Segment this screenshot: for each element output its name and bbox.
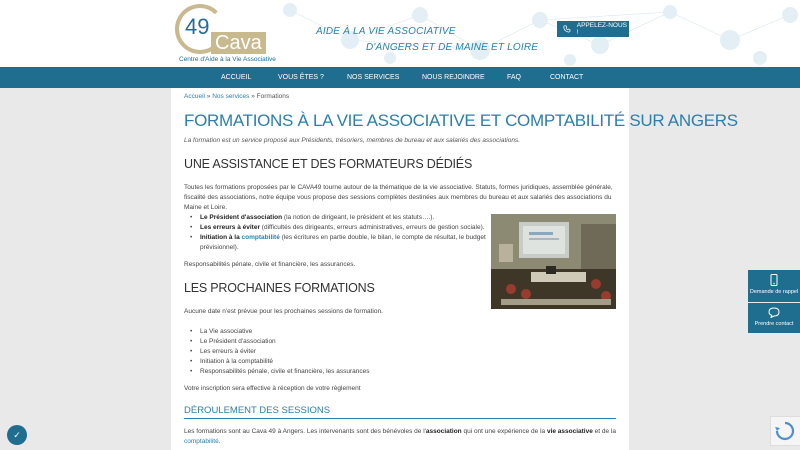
no-date-text: Aucune date n'est prévue pour les prochaines sessions de formation. <box>184 308 383 315</box>
list-item: • Initiation à la comptabilité <box>200 357 369 367</box>
main-nav <box>0 67 800 88</box>
section-title-assistance: UNE ASSISTANCE ET DES FORMATEURS DÉDIÉS <box>184 157 473 171</box>
list-item: • La Vie associative <box>200 327 369 337</box>
list-item <box>200 213 490 223</box>
breadcrumb <box>184 93 289 100</box>
list-item <box>200 233 490 253</box>
breadcrumb-services[interactable]: Nos services <box>212 93 250 100</box>
tagline-line-2: D'ANGERS ET DE MAINE ET LOIRE <box>366 42 539 53</box>
recaptcha-icon <box>771 417 799 445</box>
formation-topics-list <box>200 213 490 253</box>
sessions-comptabilite-link[interactable]: comptabilité <box>184 438 219 445</box>
page-intro: La formation est un service proposé aux Présidents, trésoriers, membres de bureau et aux salariés des associations. <box>184 137 521 144</box>
nav-item-nous-rejoindre[interactable]: NOUS REJOINDRE <box>422 74 485 81</box>
training-room-photo <box>491 214 616 309</box>
breadcrumb-current: Formations <box>256 93 290 100</box>
nav-item-contact[interactable]: CONTACT <box>550 74 584 81</box>
list-item: • Responsabilités pénale, civile et financière, les assurances <box>200 367 369 377</box>
nav-item-vous-etes[interactable]: VOUS ÊTES ? <box>278 74 324 81</box>
breadcrumb-home[interactable]: Accueil <box>184 93 205 100</box>
responsabilites-text: Responsabilités pénale, civile et financière, les assurances. <box>184 261 356 268</box>
contact-label: Prendre contact <box>754 321 794 327</box>
upcoming-formations-list <box>200 327 369 377</box>
sessions-text <box>184 427 618 447</box>
sessions-bold-vie-associative: vie associative <box>546 428 593 435</box>
inscription-text: Votre inscription sera effective à réception de votre règlement <box>184 385 361 392</box>
topic-bold: Le Président d'association <box>200 214 283 221</box>
nav-item-faq[interactable]: FAQ <box>507 74 522 81</box>
callback-request-button[interactable] <box>748 270 800 302</box>
sessions-text-part: Les formations sont au Cava 49 à Angers. Les intervenants sont des bénévoles de l' <box>184 428 426 435</box>
contact-button[interactable] <box>748 303 800 333</box>
training-room-illustration <box>491 214 616 309</box>
list-item: • Les erreurs à éviter <box>200 347 369 357</box>
nav-item-nos-services[interactable]: NOS SERVICES <box>347 74 400 81</box>
nav-item-accueil[interactable]: ACCUEIL <box>221 74 252 81</box>
section-title-deroulement: DÉROULEMENT DES SESSIONS <box>184 405 616 419</box>
topic-text: (la notion de dirigeant, le président et les statuts….). <box>282 214 435 221</box>
recaptcha-badge <box>770 416 800 446</box>
breadcrumb-separator: » <box>204 93 213 100</box>
header-tagline <box>316 24 538 56</box>
call-us-label: APPELEZ-NOUS ! <box>576 22 627 36</box>
chat-bubble-icon <box>768 307 780 318</box>
call-us-button[interactable] <box>557 21 629 37</box>
topic-bold: Initiation à la <box>200 234 242 241</box>
topic-bold: Les erreurs à éviter <box>200 224 260 231</box>
cava49-logo[interactable] <box>175 4 276 64</box>
page-title: FORMATIONS À LA VIE ASSOCIATIVE ET COMPTABILITÉ SUR ANGERS <box>184 111 738 130</box>
logo-number: 49 <box>185 14 210 39</box>
list-item <box>200 223 490 233</box>
sessions-bold-association: association <box>425 428 462 435</box>
comptabilite-link[interactable]: comptabilité <box>241 234 280 241</box>
sessions-text-part: qui ont une expérience de la <box>461 428 547 435</box>
breadcrumb-separator: » <box>249 93 257 100</box>
list-item: • Le Président d'association <box>200 337 369 347</box>
site-header <box>0 0 800 67</box>
phone-icon <box>563 25 571 33</box>
callback-label: Demande de rappel <box>749 289 799 295</box>
logo-word: Cava <box>211 32 266 54</box>
section-title-prochaines: LES PROCHAINES FORMATIONS <box>184 281 375 295</box>
sessions-end: . <box>218 438 221 445</box>
tagline-line-1: AIDE À LA VIE ASSOCIATIVE <box>316 26 456 37</box>
section-assistance-text: Toutes les formations proposées par le CAVA49 tourne autour de la thématique de la vie associative. Statuts, formes juridiques, assemblée générale, fiscalité des associations, notre équipe vous propose des sessions complètes destinées aux membres du bureau et aux salariés des associations du Maine et Loire. <box>184 184 613 211</box>
cookie-consent-icon[interactable]: ✓ <box>7 425 27 445</box>
topic-text: (les écritures en partie double, le bilan, le compte de résultat, le budget prévisionnel). <box>200 234 486 251</box>
sessions-text-part: et de la <box>592 428 616 435</box>
logo-subtitle: Centre d'Aide à la Vie Associative <box>179 56 276 63</box>
mobile-phone-icon <box>769 274 779 286</box>
topic-text: (difficultés des dirigeants, erreurs administratives, erreurs de gestion sociale). <box>259 224 485 231</box>
